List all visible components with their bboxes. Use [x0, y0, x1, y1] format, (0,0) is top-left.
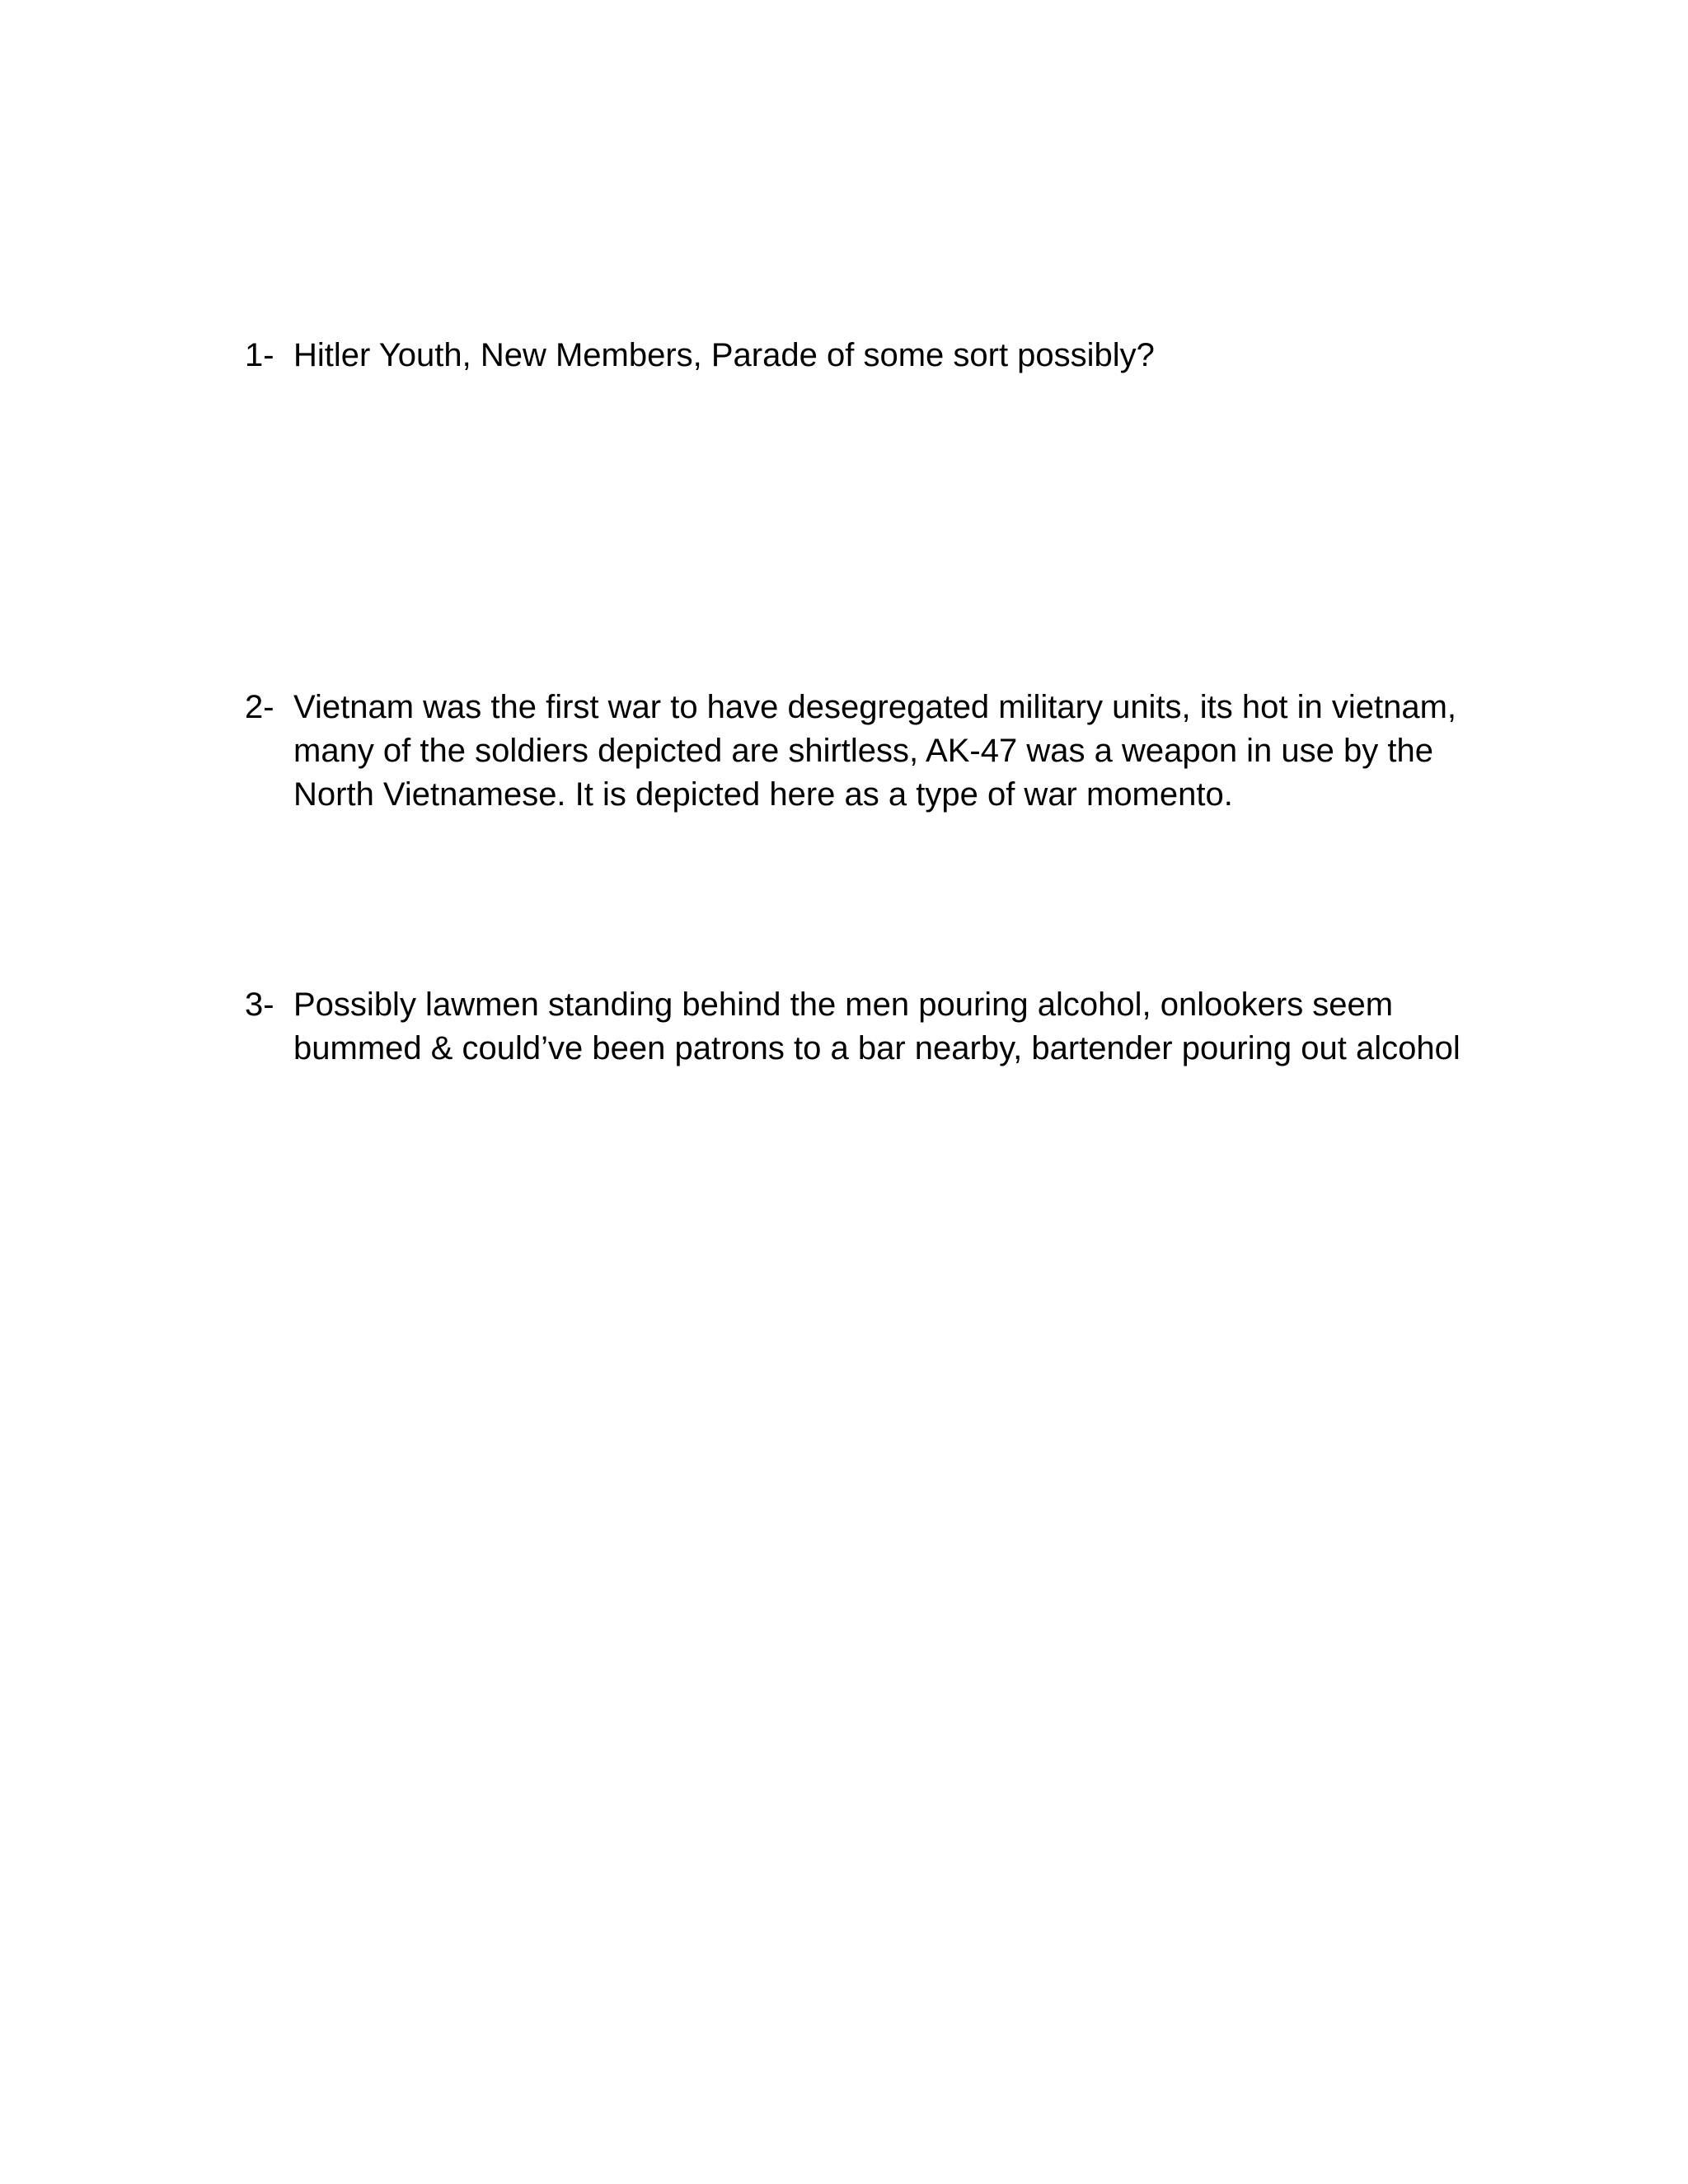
- list-item-text: [293, 334, 1481, 377]
- list-item-text: [293, 686, 1481, 817]
- list-item: [245, 334, 1481, 377]
- list-item: [245, 983, 1481, 1071]
- list-item-number: 1-: [245, 337, 274, 373]
- text-line: Vietnam was the first war to have desegregated military units, its hot in vietnam,: [293, 689, 1457, 725]
- text-line: Possibly lawmen standing behind the men pouring alcohol, onlookers seem: [293, 987, 1394, 1023]
- list-item-text: [293, 983, 1481, 1071]
- text-line: many of the soldiers depicted are shirtless, AK-47 was a weapon in use by the: [293, 733, 1433, 769]
- list-item: [245, 686, 1481, 817]
- list-item-number: 3-: [245, 987, 274, 1023]
- text-line: North Vietnamese. It is depicted here as a type of war momento.: [293, 776, 1233, 813]
- text-line: Hitler Youth, New Members, Parade of some sort possibly?: [293, 337, 1155, 373]
- text-line: bummed & could’ve been patrons to a bar nearby, bartender pouring out alcohol: [293, 1030, 1461, 1066]
- list-item-number: 2-: [245, 689, 274, 725]
